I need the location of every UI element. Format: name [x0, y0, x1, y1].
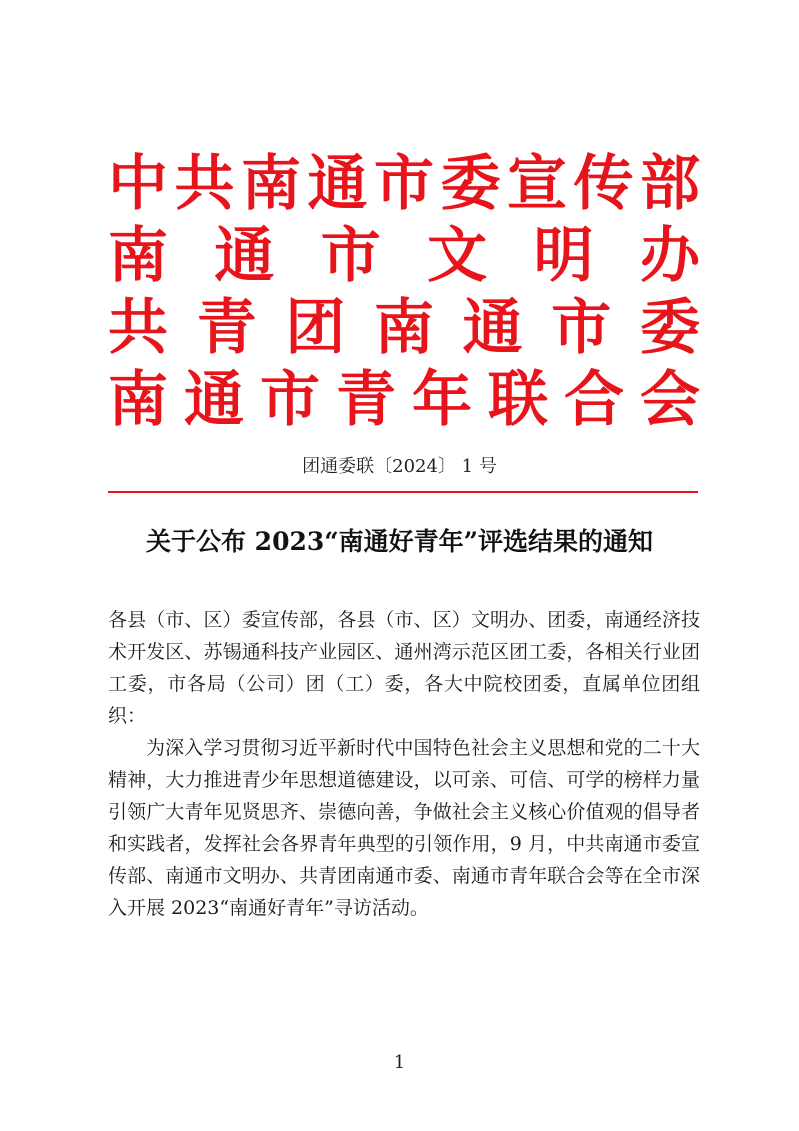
body-paragraph-1: 为深入学习贯彻习近平新时代中国特色社会主义思想和党的二十大精神，大力推进青少年思想道德建设，以可亲、可信、可学的榜样力量引领广大青年见贤思齐、崇德向善，争做社会主义核心价值观的倡导者和实践者，发挥社会各界青年典型的引领作用，9 月，中共南通市委宣传部、南通市文明办、共青团南通市委、南通市青年联合会等在全市深入开展 2023“南通好青年”寻访活动。 [108, 737, 700, 919]
agency-line-1 [108, 148, 700, 220]
header-char: 委 [440, 149, 501, 219]
header-char: 明 [533, 221, 594, 291]
header-char: 市 [374, 149, 434, 219]
header-char: 通 [307, 149, 368, 219]
header-char: 会 [640, 365, 700, 435]
header-char: 委 [639, 293, 700, 363]
document-title: 关于公布 2023“南通好青年”评选结果的通知 [145, 527, 654, 556]
agency-line-3 [108, 292, 700, 364]
header-char: 市 [320, 221, 381, 291]
header-char: 青 [336, 365, 396, 435]
header-char: 文 [427, 221, 488, 291]
header-char: 合 [564, 365, 624, 435]
header-char: 办 [639, 221, 700, 291]
agency-line-2 [108, 220, 700, 292]
header-char: 年 [412, 365, 472, 435]
header-char: 青 [196, 293, 257, 363]
header-char: 团 [285, 293, 346, 363]
header-char: 中 [108, 149, 168, 219]
page-number: 1 [393, 1052, 406, 1073]
header-char: 通 [462, 293, 523, 363]
header-char: 共 [108, 293, 168, 363]
header-char: 南 [241, 149, 301, 219]
addressee-paragraph: 各县（市、区）委宣传部，各县（市、区）文明办、团委，南通经济技术开发区、苏锡通科技产业园区、通州湾示范区团工委，各相关行业团工委，市各局（公司）团（工）委，各大中院校团委，直属单位团组织： [108, 609, 700, 727]
header-char: 部 [640, 149, 700, 219]
header-char: 南 [373, 293, 434, 363]
header-char: 通 [184, 365, 244, 435]
header-char: 市 [260, 365, 320, 435]
header-char: 共 [174, 149, 235, 219]
red-divider-line [108, 491, 698, 493]
header-char: 南 [108, 221, 168, 291]
header-char: 市 [551, 293, 612, 363]
header-char: 南 [108, 365, 168, 435]
document-number: 团通委联〔2024〕 1 号 [302, 456, 497, 477]
header-char: 宣 [507, 149, 567, 219]
header-char: 通 [214, 221, 275, 291]
header-char: 联 [488, 365, 548, 435]
agency-line-4 [108, 364, 700, 436]
header-char: 传 [573, 149, 634, 219]
